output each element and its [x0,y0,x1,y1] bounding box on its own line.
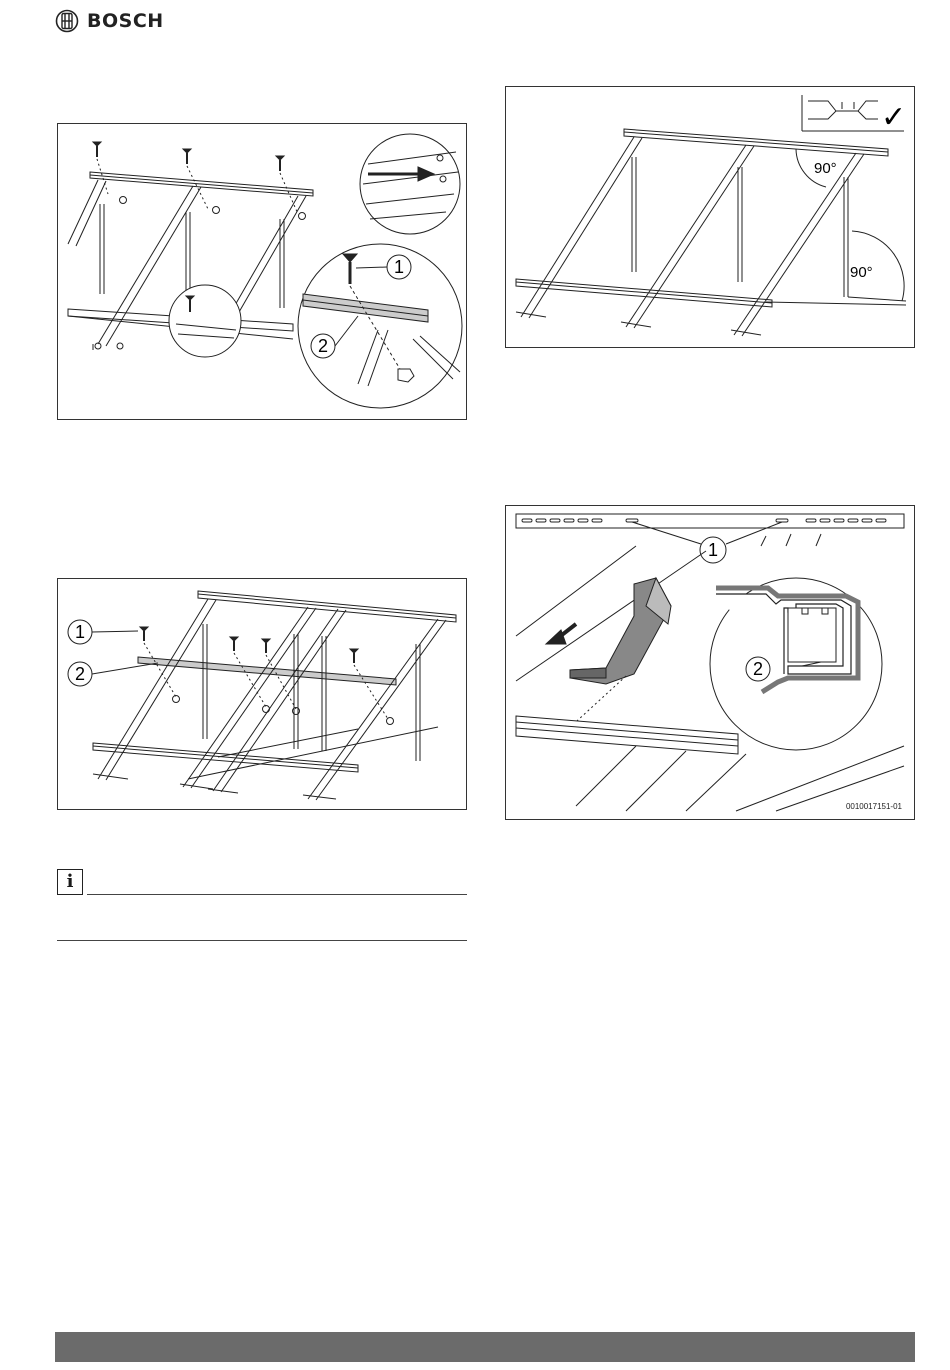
figure-cross-brace [57,578,467,810]
callout-1-label: 1 [707,540,719,560]
callout-1-label: 1 [393,257,405,277]
figure-code: 0010017151-01 [845,802,902,811]
rail-clip-illustration [506,506,914,819]
frame-bolting-illustration [58,124,466,419]
info-divider-top [87,894,467,895]
frame-angle-illustration [506,87,914,347]
brand-name: BOSCH [87,10,164,32]
figure-frame-bolting [57,123,467,420]
footer-bar [55,1332,915,1362]
info-divider-bottom [57,940,467,941]
callout-2-label: 2 [317,336,329,356]
bosch-logo-icon [55,9,79,33]
info-icon: i [57,869,83,895]
cross-brace-illustration [58,579,466,809]
angle-label-right: 90° [850,264,873,281]
callout-1-label: 1 [74,622,86,642]
callout-2-label: 2 [74,664,86,684]
brand-header [55,9,164,33]
figure-frame-right-angles [505,86,915,348]
figure-rail-clip [505,505,915,820]
angle-label-top: 90° [814,160,837,177]
check-icon: ✓ [881,100,907,135]
info-note [57,869,467,897]
callout-2-label: 2 [752,659,764,679]
